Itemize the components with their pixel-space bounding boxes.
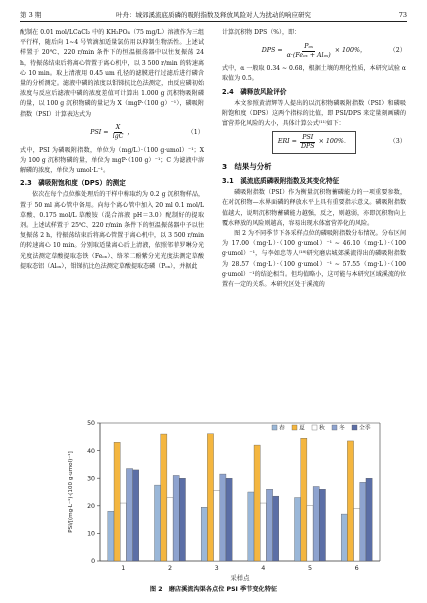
bar-冬-site-1: [126, 469, 132, 561]
equation-box: [272, 131, 356, 154]
bar-全季-site-6: [366, 478, 372, 561]
bar-秋-site-1: [120, 503, 126, 561]
x-tick-label: 5: [307, 564, 313, 572]
equation-tail: ，: [127, 128, 134, 136]
right-column: [222, 28, 406, 290]
bar-春-site-6: [341, 514, 347, 561]
bar-冬-site-6: [360, 482, 366, 561]
method-paragraph-dps: 依次在每个点位推处理后的干样中称取约为 0.2 g 沉积物样品，置于 50 ml 离心管中备用。向每个离心管中加入 20 ml 0.1 mol/L 草酸、0.175 mol/L 草酸铵（混合溶液 pH＝3.0）配制好的提取剂。上述试样置于 25℃、220 r/min 条件下的恒温振荡器中予以往复振荡 2 h，待振荡结束后将离心管置于离心机中，以 3 500 r/min 的转速离心 10 min。分别取适量离心后上清液，依照邻菲罗啉分光光度法测定草酸提取态铁（Feₒₓ）、络苯二酚紫分光光度法测定草酸提取态铝（Alₒₓ），钼锑抗比色法测定草酸提取态磷（Pₒₓ），并据此: [20, 191, 204, 270]
y-axis-title: PSI/[(mg·L⁻¹)·(100 g·umol)⁻¹]: [68, 451, 74, 533]
equation-numerator: PSI: [302, 133, 314, 141]
x-tick-label: 1: [121, 564, 126, 572]
equation-numerator: Pₒₓ: [304, 42, 314, 50]
equation-lhs: ERI =: [277, 138, 297, 146]
results-paragraph-1: 磷吸附指数（PSI）作为衡量沉积物蓄磷能力的一项重要参数，在对沉积物—水界面磷的释放水平上具有重要指示意义。磷吸附指数值越大，说明沉积物蓄磷能力越强，反之，则越弱，亦即沉积物向上覆水释放的风险则越高，容易出现水体富营养化的风险。: [222, 189, 406, 227]
equation-denominator: α·(Feₒₓ + Alₒₓ): [286, 51, 331, 59]
bar-全季-site-1: [133, 470, 139, 561]
bar-夏-site-6: [347, 441, 353, 561]
equation-psi: [20, 120, 204, 146]
bar-冬-site-4: [266, 489, 272, 561]
bar-夏-site-4: [254, 445, 260, 561]
equation-number: （2）: [389, 47, 406, 55]
legend-label: 全季: [359, 425, 371, 432]
page-number: 73: [398, 11, 407, 19]
equation-numerator: X: [115, 124, 121, 132]
legend-swatch-秋: [312, 425, 317, 430]
x-tick-label: 6: [354, 564, 359, 572]
section-heading-3-1: 3.1 溪流底质磷吸附指数及其变化特征: [222, 177, 340, 186]
x-tick-label: 4: [261, 564, 266, 572]
equation-denominator: DPS: [300, 142, 315, 150]
legend-swatch-夏: [292, 425, 297, 430]
equation-number: （3）: [389, 138, 406, 146]
bar-春-site-5: [295, 498, 301, 561]
y-tick-label: 40: [87, 447, 95, 455]
bar-全季-site-4: [273, 496, 279, 561]
bar-夏-site-3: [207, 434, 213, 561]
bar-冬-site-3: [220, 474, 226, 561]
equation-eri: [222, 129, 406, 155]
equation-lhs: PSI =: [90, 128, 109, 136]
y-tick-label: 30: [87, 475, 95, 483]
bar-秋-site-3: [214, 491, 220, 561]
eri-paragraph: 本文参照黄清辉等人提出的以沉积物磷吸附指数（PSI）和磷吸附饱和度（DPS）这两个指标的比值，即 PSI/DPS 来定量刻画磷的富营养化风险的大小，具体计算公式⁽¹¹⁾如下：: [222, 99, 406, 128]
equation-number: （1）: [187, 128, 204, 136]
equation-tail: × 100%，: [334, 47, 367, 55]
left-column: [20, 28, 204, 272]
y-tick-label: 0: [91, 558, 95, 566]
figure-caption: 图 2 磨店溪流沟渠各点位 PSI 季节变化特征: [149, 586, 278, 593]
equation-explanation: 式中，α 一般取 0.34 ~ 0.68，根据土壤的理化性质，本研究试验 α 取值为 0.5。: [222, 65, 406, 83]
bar-春-site-1: [108, 511, 114, 561]
bar-春-site-2: [155, 485, 161, 561]
section-heading-2-3: 2.3 磷吸附饱和度（DPS）的测定: [20, 179, 126, 188]
bar-秋-site-6: [354, 509, 360, 561]
equation-tail: × 100%．: [318, 138, 351, 146]
x-axis-title: 采样点: [230, 574, 250, 582]
bar-全季-site-3: [226, 478, 232, 561]
bar-冬-site-2: [173, 475, 179, 561]
equation-dps: [222, 38, 406, 64]
bar-夏-site-1: [114, 442, 120, 561]
bar-夏-site-2: [161, 434, 167, 561]
legend-label: 春: [279, 425, 285, 432]
section-heading-3: 3 结果与分析: [222, 162, 272, 172]
y-tick-label: 10: [87, 530, 95, 538]
legend-label: 秋: [319, 425, 325, 432]
bar-秋-site-2: [167, 498, 173, 561]
running-header: [20, 9, 407, 22]
dps-intro: 计算沉积物 DPS（%），即：: [222, 29, 301, 36]
y-tick-label: 20: [87, 503, 95, 510]
equation-explanation: 式中，PSI 为磷吸附指数，单位为（mg/L）·（100 g·umol）⁻¹；X 为 100 g 沉积物磷的量，单位为 mgP·（100 g）⁻¹；C 为滤液中溶解磷的浓度，单位为 umol·L⁻¹。: [20, 146, 204, 175]
bar-秋-site-4: [260, 503, 266, 561]
y-tick-label: 50: [87, 420, 95, 428]
bar-秋-site-5: [307, 506, 313, 561]
bar-冬-site-5: [313, 486, 319, 561]
bar-春-site-4: [248, 492, 254, 561]
results-paragraph-2: 图 2 为不同季节下各采样点位的磷吸附指数分布情况。分布区间为 17.00（mg·L）·（100 g·umol）⁻¹ ~ 46.10（mg·L）·（100 g·umol）⁻¹，与李如忠等人⁽¹⁸⁾研究磨店城郊溪流得出的磷吸附指数为 28.57（mg·L）·（100 g·umol）⁻¹ ~ 57.55（mg·L）·（100 g·umol）⁻¹的结论相当。但均值略小，这可能与本研究区域溪流的位置有一定的关系。本研究区处于溪流的: [222, 230, 406, 289]
legend-swatch-全季: [352, 425, 357, 430]
issue-number: 第 3 期: [20, 11, 42, 19]
legend-swatch-冬: [332, 425, 337, 430]
legend-label: 夏: [299, 425, 305, 432]
method-paragraph-psi: 配制在 0.01 mol/LCaCl₂ 中的 KH₂PO₄（75 mg/L）溶液作为三组平行样，随后向 1~4 号管滴加适量氯仿用以抑制生物活性。上述试样置于 20℃、220 r/min 条件下的恒温振荡器中以往复振荡 24 h，待振荡结束后将离心管置于离心机中，以 3 500 r/min 的转速离心 10 min。取上清液用 0.45 um 孔径的滤膜进行过滤后进行磷含量的分析测定。滤液中磷的浓度以钼锑抗比色法测定，由反应磷初始浓度与反应后滤液中磷的浓度差值可计算出 1.000 g 沉积物吸附磷的量，以 100 g 沉积物磷的量记为 X（mgP·（100 g）⁻¹），磷吸附指数（PSI）计算表达式为: [20, 29, 204, 118]
psi-bar-chart: [60, 413, 390, 583]
bar-全季-site-2: [179, 478, 185, 561]
x-tick-label: 2: [167, 564, 173, 572]
x-tick-label: 3: [214, 564, 219, 572]
bar-春-site-3: [201, 507, 207, 561]
equation-lhs: DPS =: [261, 47, 283, 55]
section-heading-2-4: 2.4 磷释放风险评价: [222, 87, 287, 96]
legend-label: 冬: [339, 425, 345, 432]
equation-denominator: lgC: [112, 133, 124, 141]
bar-夏-site-5: [301, 438, 307, 561]
bar-全季-site-5: [319, 489, 325, 561]
legend-swatch-春: [272, 425, 277, 430]
running-title: 叶舟：城郊溪流底质磷的吸附指数及释放风险对人为扰动的响应研究: [116, 11, 311, 19]
